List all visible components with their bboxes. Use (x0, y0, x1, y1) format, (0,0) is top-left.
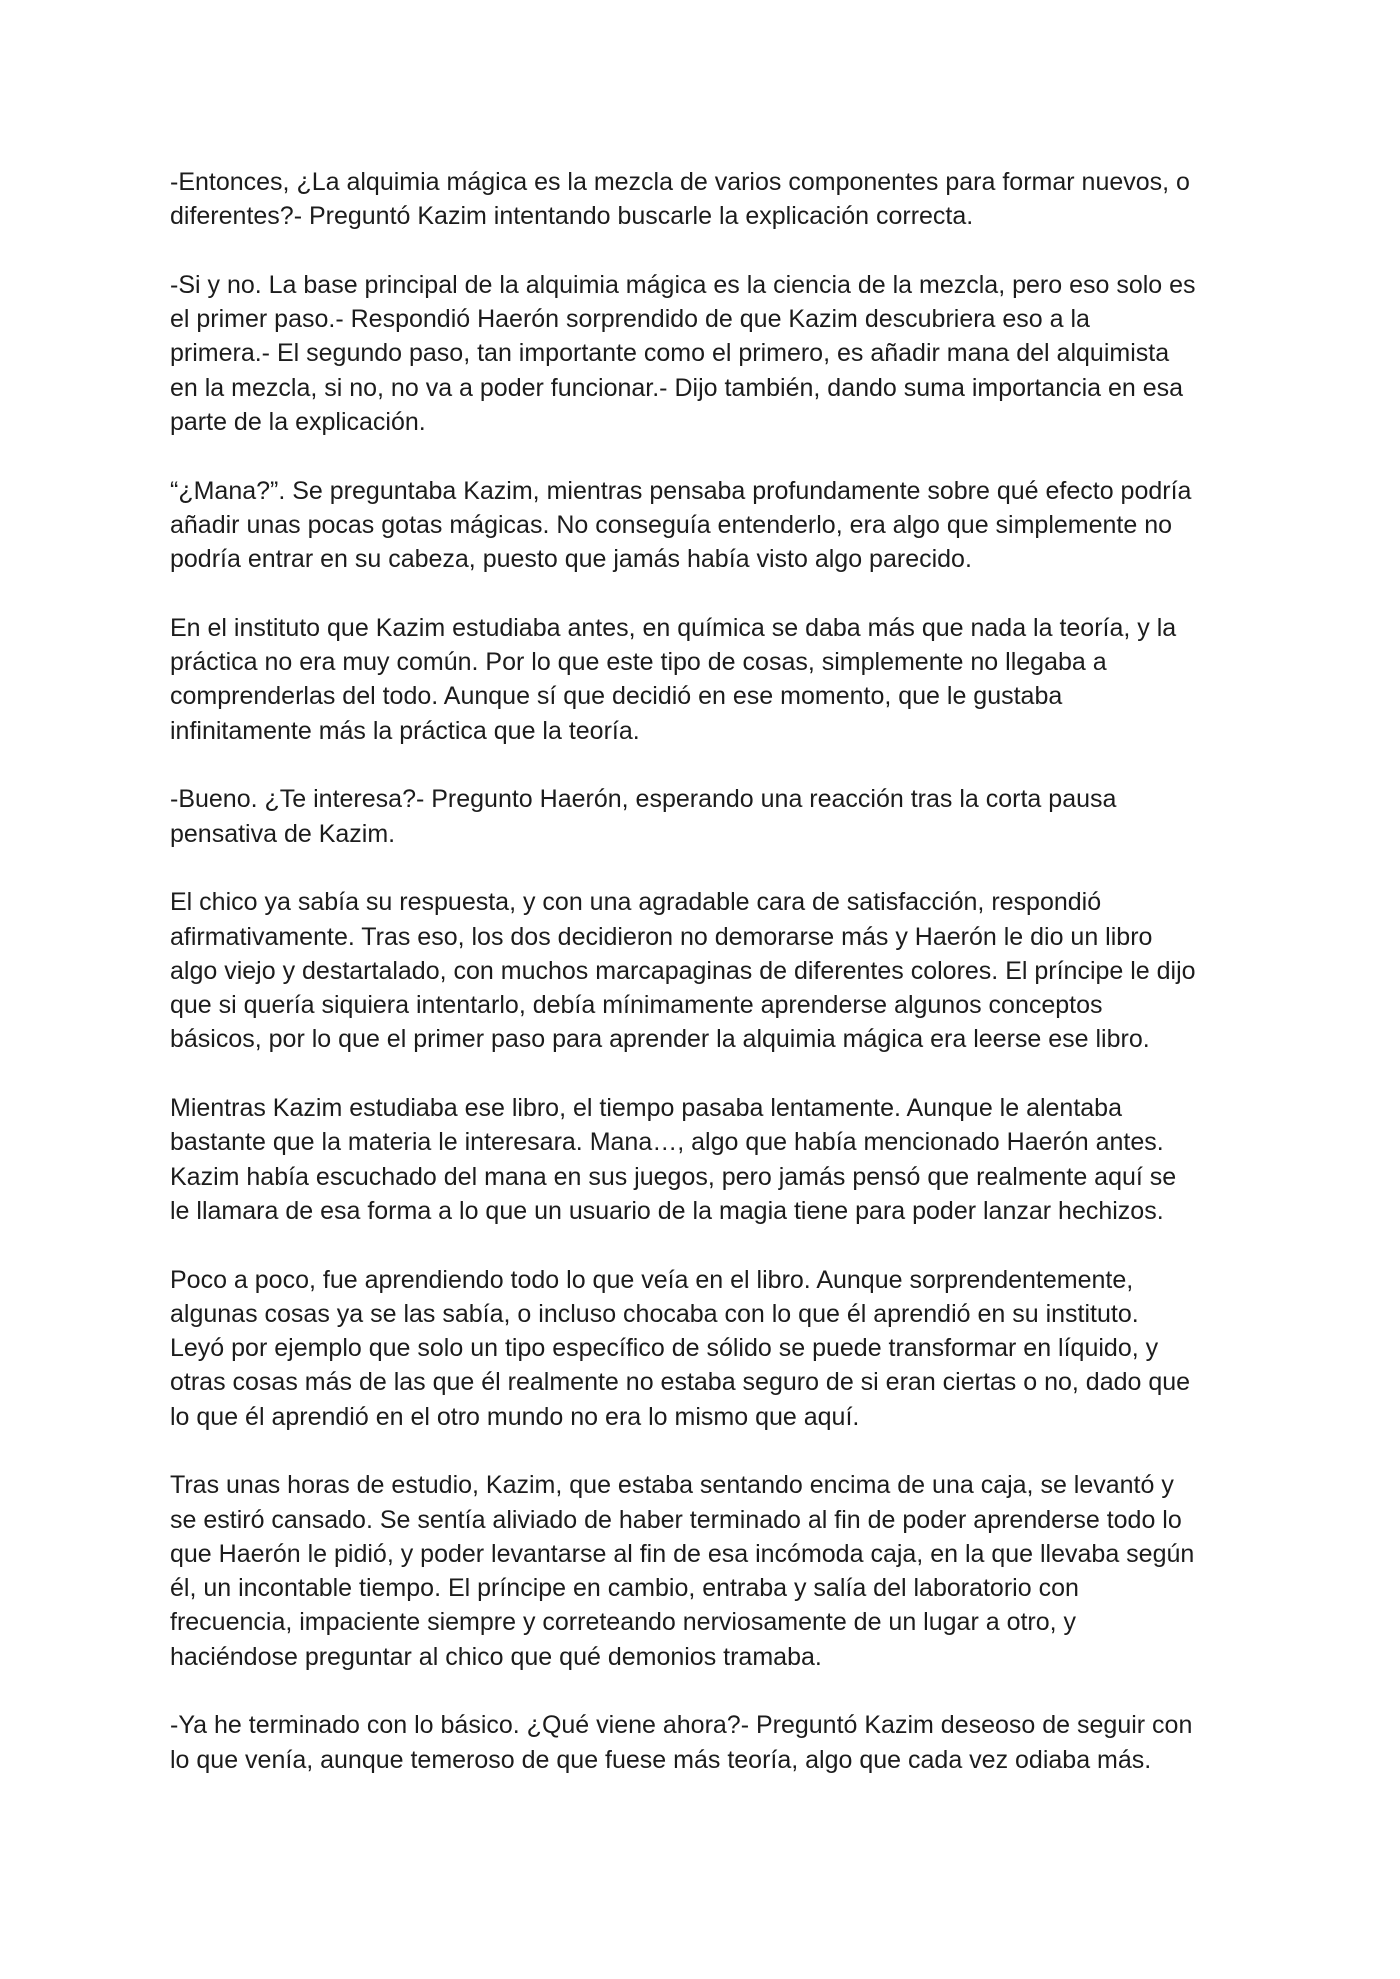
paragraph (170, 165, 1235, 234)
text-line: otras cosas más de las que él realmente no estaba seguro de si eran ciertas o no, dado que (170, 1368, 1191, 1397)
text-line: básicos, por lo que el primer paso para aprender la alquimia mágica era leerse ese libro. (170, 1025, 1150, 1054)
paragraph (170, 782, 1235, 851)
text-line: En el instituto que Kazim estudiaba antes, en química se daba más que nada la teoría, y la (170, 613, 1177, 642)
text-line: lo que venía, aunque temeroso de que fuese más teoría, algo que cada vez odiaba más. (170, 1745, 1152, 1774)
text-line: Kazim había escuchado del mana en sus juegos, pero jamás pensó que realmente aquí se (170, 1162, 1177, 1191)
text-line: Mientras Kazim estudiaba ese libro, el tiempo pasaba lentamente. Aunque le alentaba (170, 1094, 1122, 1123)
text-line: que si quería siquiera intentarlo, debía mínimamente aprenderse algunos conceptos (170, 991, 1103, 1020)
text-line: podría entrar en su cabeza, puesto que jamás había visto algo parecido. (170, 545, 972, 574)
text-line: El chico ya sabía su respuesta, y con una agradable cara de satisfacción, respondió (170, 888, 1102, 917)
text-line: -Bueno. ¿Te interesa?- Pregunto Haerón, esperando una reacción tras la corta pausa (170, 785, 1117, 814)
text-line: -Ya he terminado con lo básico. ¿Qué viene ahora?- Preguntó Kazim deseoso de seguir con (170, 1711, 1193, 1740)
text-line: le llamara de esa forma a lo que un usuario de la magia tiene para poder lanzar hechizos. (170, 1196, 1164, 1225)
text-line: haciéndose preguntar al chico que qué demonios tramaba. (170, 1642, 822, 1671)
paragraph (170, 885, 1235, 1056)
text-line: algo viejo y destartalado, con muchos marcapaginas de diferentes colores. El príncipe le dijo (170, 956, 1196, 985)
paragraph (170, 268, 1235, 439)
text-line: pensativa de Kazim. (170, 819, 396, 848)
paragraph (170, 611, 1235, 748)
paragraph (170, 1708, 1235, 1777)
text-line: infinitamente más la práctica que la teoría. (170, 716, 640, 745)
text-line: “¿Mana?”. Se preguntaba Kazim, mientras pensaba profundamente sobre qué efecto podría (170, 476, 1192, 505)
paragraph (170, 1091, 1235, 1228)
text-line: práctica no era muy común. Por lo que este tipo de cosas, simplemente no llegaba a (170, 648, 1107, 677)
text-line: primera.- El segundo paso, tan importante como el primero, es añadir mana del alquimista (170, 339, 1170, 368)
paragraph (170, 474, 1235, 577)
text-line: en la mezcla, si no, no va a poder funcionar.- Dijo también, dando suma importancia en esa (170, 373, 1184, 402)
text-line: afirmativamente. Tras eso, los dos decidieron no demorarse más y Haerón le dio un libro (170, 922, 1153, 951)
text-line: frecuencia, impaciente siempre y correteando nerviosamente de un lugar a otro, y (170, 1608, 1077, 1637)
text-line: que Haerón le pidió, y poder levantarse al fin de esa incómoda caja, en la que llevaba según (170, 1539, 1195, 1568)
text-line: Poco a poco, fue aprendiendo todo lo que veía en el libro. Aunque sorprendentemente, (170, 1265, 1134, 1294)
text-line: algunas cosas ya se las sabía, o incluso chocaba con lo que él aprendió en su instituto. (170, 1299, 1139, 1328)
text-line: diferentes?- Preguntó Kazim intentando buscarle la explicación correcta. (170, 202, 974, 231)
text-line: lo que él aprendió en el otro mundo no era lo mismo que aquí. (170, 1402, 860, 1431)
text-line: -Entonces, ¿La alquimia mágica es la mezcla de varios componentes para formar nuevos, o (170, 168, 1190, 196)
document-body (170, 165, 1235, 1811)
text-line: bastante que la materia le interesara. Mana…, algo que había mencionado Haerón antes. (170, 1128, 1164, 1157)
text-line: Tras unas horas de estudio, Kazim, que estaba sentando encima de una caja, se levantó y (170, 1471, 1174, 1500)
text-line: parte de la explicación. (170, 408, 426, 437)
text-line: añadir unas pocas gotas mágicas. No conseguía entenderlo, era algo que simplemente no (170, 510, 1173, 539)
text-line: -Si y no. La base principal de la alquimia mágica es la ciencia de la mezcla, pero eso solo es (170, 270, 1196, 299)
text-line: el primer paso.- Respondió Haerón sorprendido de que Kazim descubriera eso a la (170, 305, 1090, 334)
text-line: se estiró cansado. Se sentía aliviado de haber terminado al fin de poder aprenderse todo lo (170, 1505, 1182, 1534)
text-line: Leyó por ejemplo que solo un tipo específico de sólido se puede transformar en líquido, y (170, 1334, 1159, 1363)
text-line: él, un incontable tiempo. El príncipe en cambio, entraba y salía del laboratorio con (170, 1574, 1079, 1603)
paragraph (170, 1468, 1235, 1674)
text-line: comprenderlas del todo. Aunque sí que decidió en ese momento, que le gustaba (170, 682, 1063, 711)
paragraph (170, 1263, 1235, 1434)
